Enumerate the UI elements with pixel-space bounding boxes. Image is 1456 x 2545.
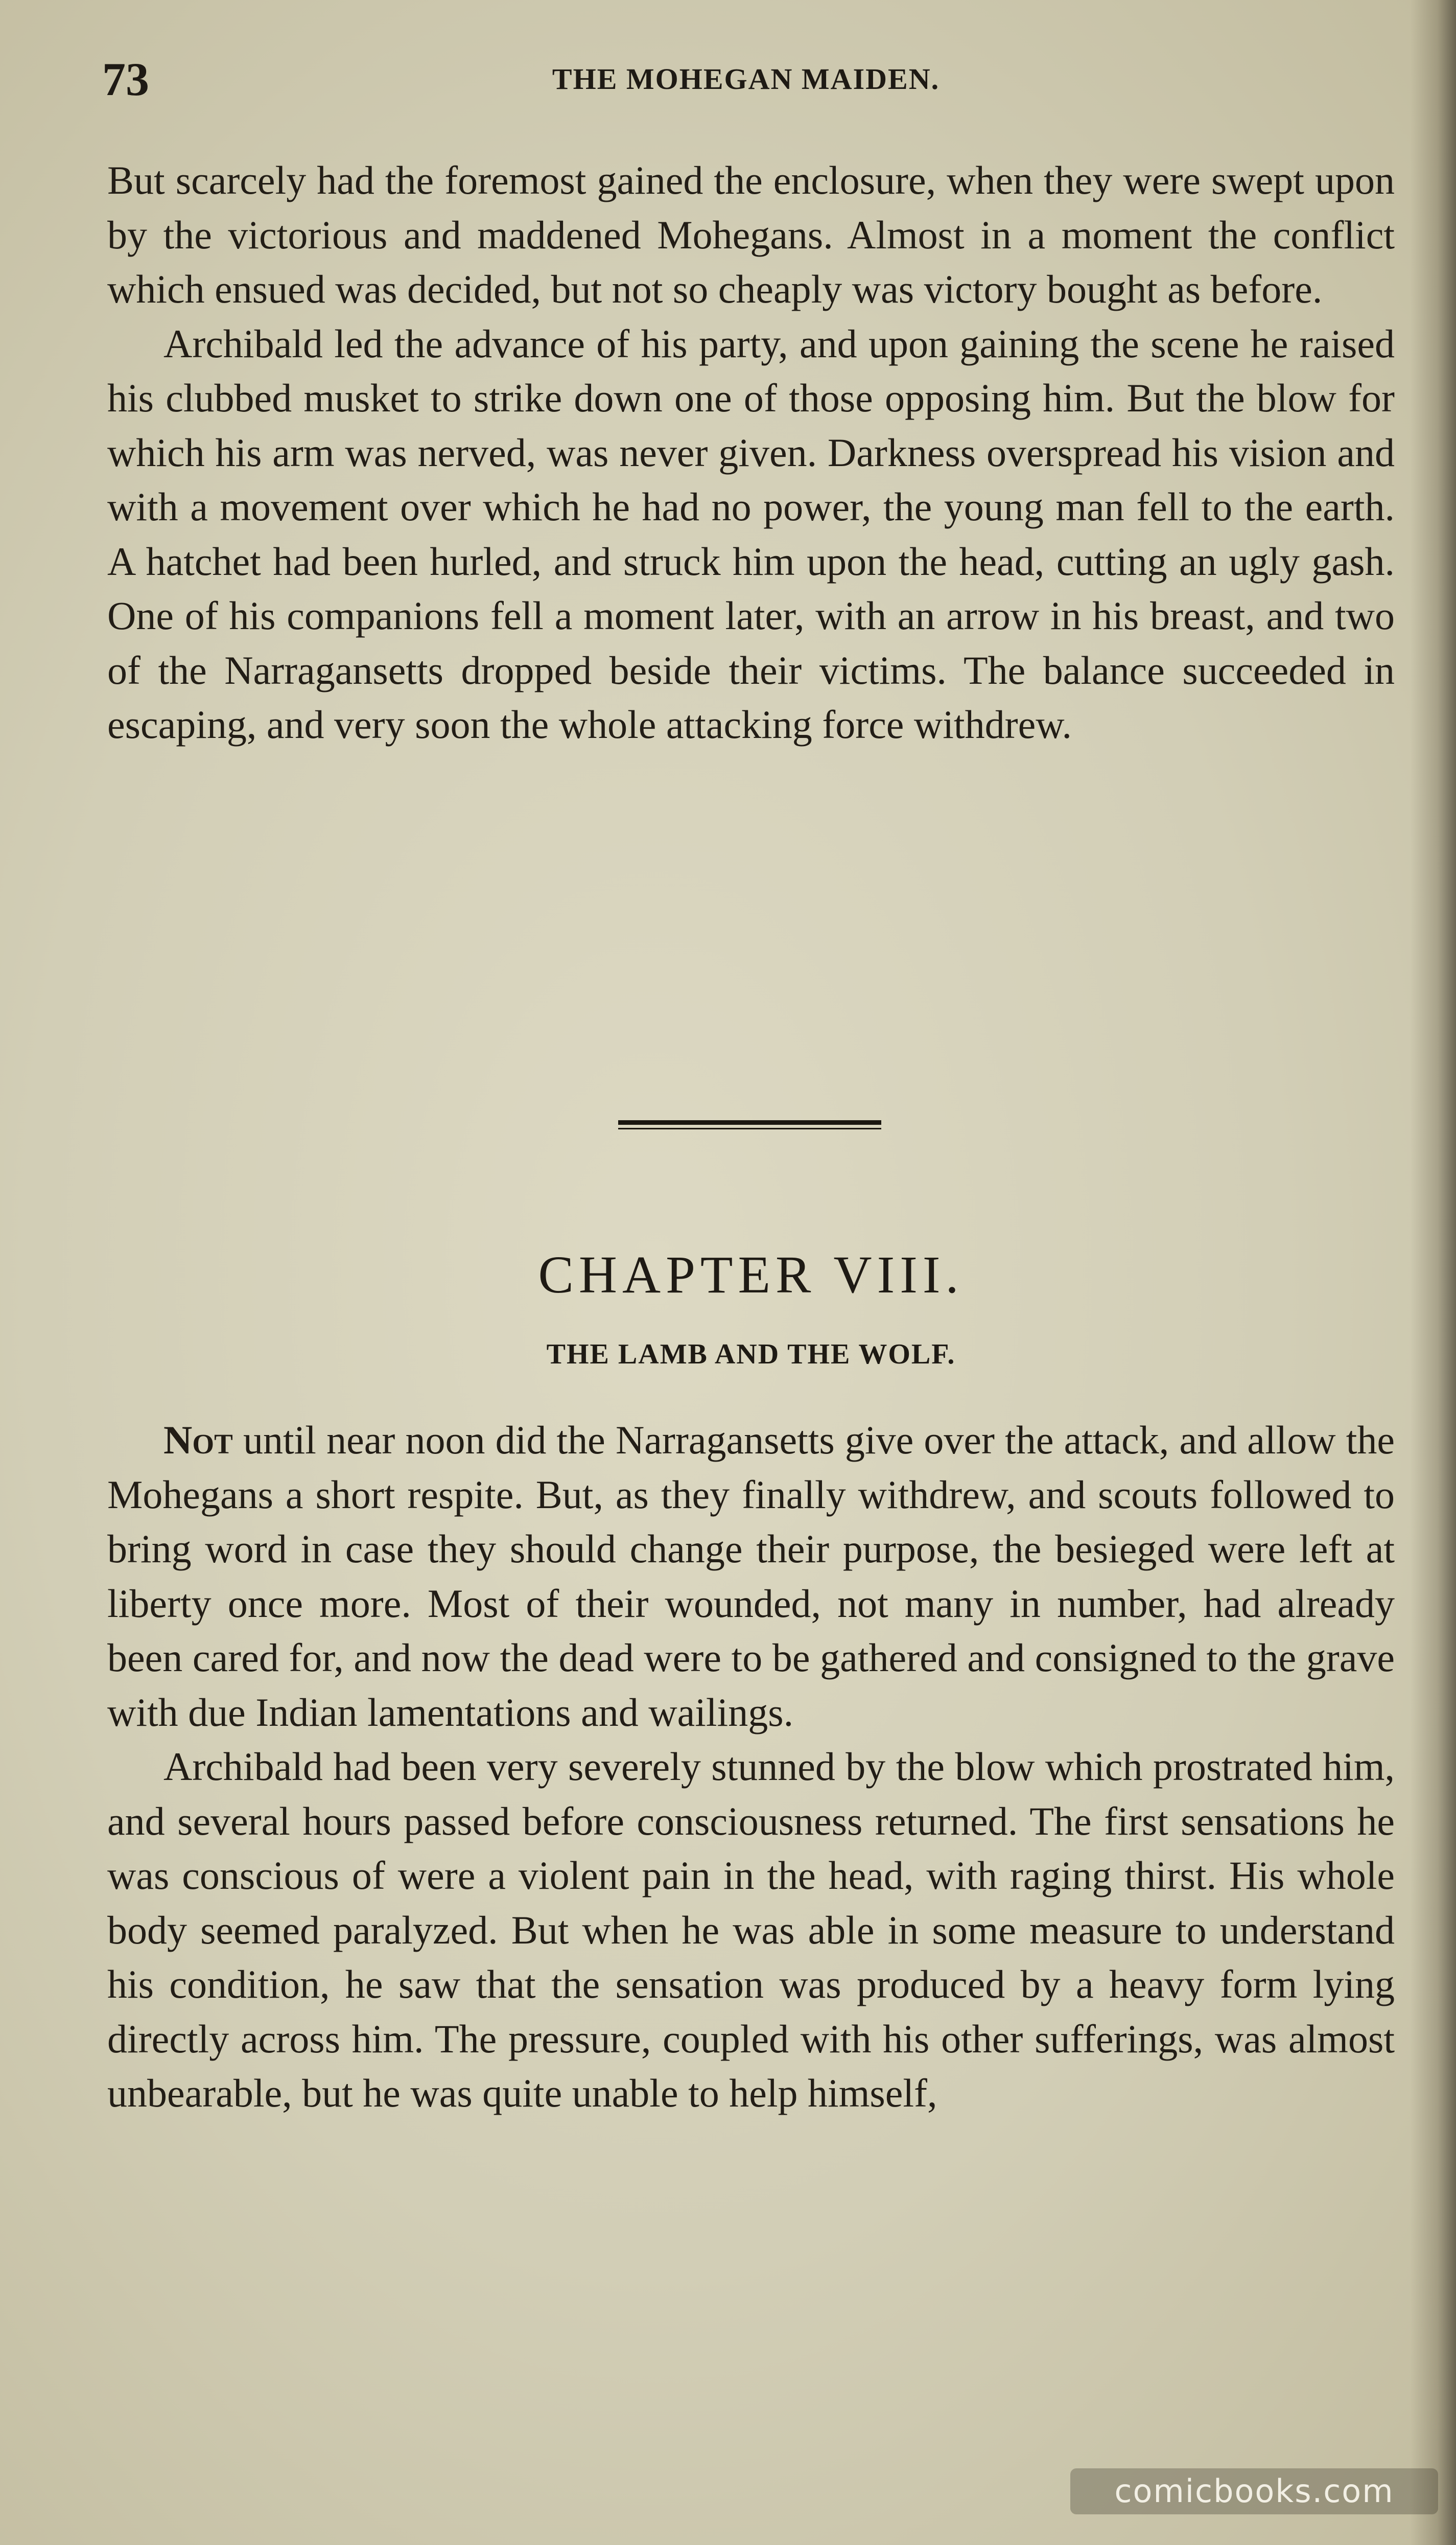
chapter-subtitle: THE LAMB AND THE WOLF.: [546, 1338, 956, 1370]
chapter-divider-rule: [618, 1120, 881, 1129]
text-block-bottom: [107, 1413, 1395, 2121]
paragraph-4: Archibald had been very severely stunned by the blow which prostrated him, and several hours passed before consciousness returned. The first sensations he was conscious of were a violent pain in the head, with raging thirst. His whole body seemed paralyzed. But when he was able in some measure to understand his condition, he saw that the sensation was produced by a heavy form lying directly across him. The pressure, coupled with his other sufferings, was almost unbearable, but he was quite unable to help himself,: [107, 1744, 1395, 2115]
spine-shadow: [1410, 0, 1456, 2545]
paragraph-3-lead-word: Not: [163, 1418, 233, 1462]
text-block-top: [107, 153, 1395, 752]
running-head: THE MOHEGAN MAIDEN.: [552, 62, 940, 96]
paragraph-3: [107, 1413, 1395, 1740]
watermark: comicbooks.com: [1070, 2468, 1438, 2514]
page-header: [102, 49, 1390, 110]
paragraph-3-body: until near noon did the Narragansetts give over the attack, and allow the Mohegans a short respite. But, as they finally withdrew, and scouts followed to bring word in case they should change their purpose, the besieged were left at liberty once more. Most of their wounded, not many in number, had already been cared for, and now the dead were to be gathered and consigned to the grave with due Indian lamentations and wailings.: [107, 1418, 1395, 1734]
chapter-title: CHAPTER VIII.: [538, 1245, 964, 1304]
paragraph-2: Archibald led the advance of his party, and upon gaining the scene he raised his clubbed musket to strike down one of those opposing him. But the blow for which his arm was nerved, was never given. Darkness overspread his vision and with a movement over which he had no power, the young man fell to the earth. A hatchet had been hurled, and struck him upon the head, cutting an ugly gash. One of his companions fell a moment later, with an arrow in his breast, and two of the Narragansetts dropped beside their victims. The balance succeeded in escaping, and very soon the whole attacking force withdrew.: [107, 321, 1395, 747]
page-number: 73: [102, 53, 149, 105]
paragraph-1: But scarcely had the foremost gained the enclosure, when they were swept upon by the victorious and maddened Mohegans. Almost in a moment the conflict which ensued was decided, but not so cheaply was victory bought as before.: [107, 158, 1395, 311]
